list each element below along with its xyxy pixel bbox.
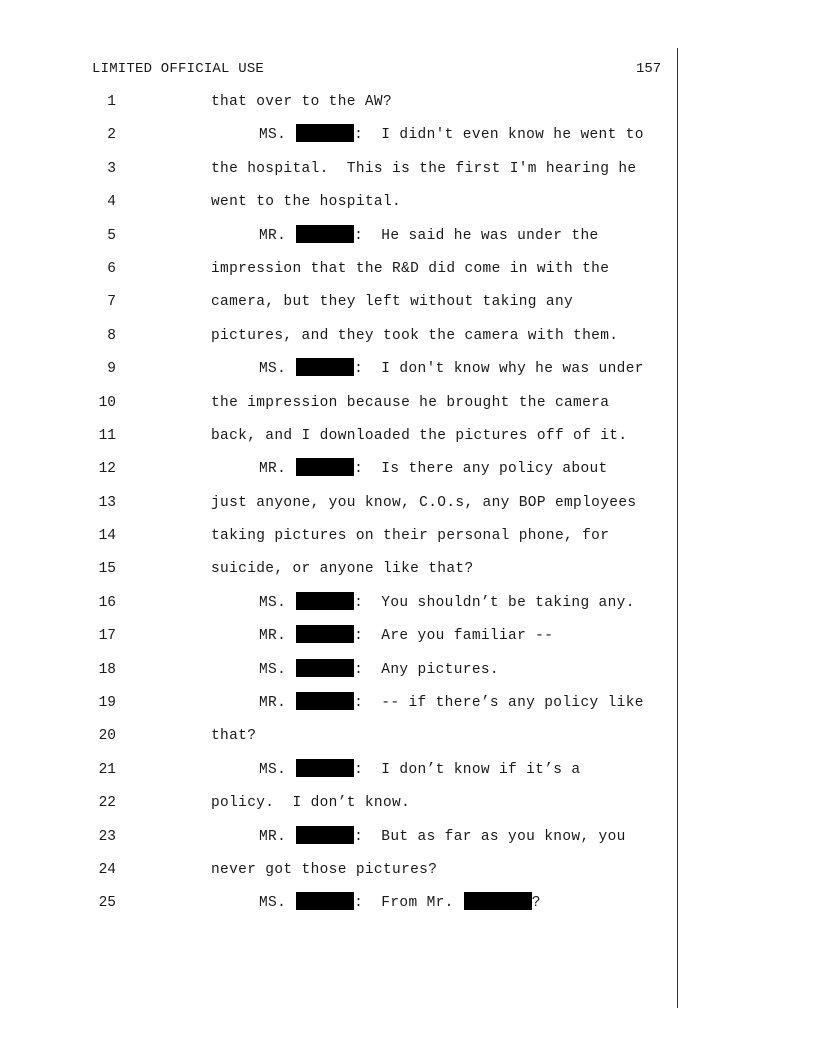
transcript-line [0, 453, 816, 486]
transcript-line [0, 654, 816, 687]
transcript-line [0, 387, 816, 420]
line-number: 5 [107, 227, 116, 244]
line-number: 14 [98, 528, 116, 545]
line-number: 11 [98, 427, 116, 444]
speaker-title: MR. [259, 695, 287, 712]
transcript-line [0, 553, 816, 586]
line-text: suicide, or anyone like that? [211, 561, 474, 578]
redaction-box [296, 826, 354, 844]
line-text: the impression because he brought the camera [211, 394, 610, 411]
line-number: 8 [107, 327, 116, 344]
transcript-line [0, 220, 816, 253]
line-text: MR. : -- if there’s any policy like [259, 687, 644, 720]
line-text: policy. I don’t know. [211, 795, 411, 812]
line-text: never got those pictures? [211, 861, 438, 878]
line-number: 25 [98, 895, 116, 912]
line-number: 12 [98, 461, 116, 478]
line-number: 24 [98, 861, 116, 878]
line-text: MS. : From Mr. ? [259, 887, 541, 920]
line-number: 18 [98, 661, 116, 678]
transcript-line [0, 253, 816, 286]
page-number: 157 [636, 61, 662, 77]
line-text: that? [211, 728, 257, 745]
transcript-line [0, 487, 816, 520]
transcript-line [0, 620, 816, 653]
transcript-line [0, 286, 816, 319]
line-text: pictures, and they took the camera with them. [211, 327, 619, 344]
line-number: 2 [107, 127, 116, 144]
transcript-line [0, 854, 816, 887]
line-number: 9 [107, 361, 116, 378]
line-text: impression that the R&D did come in with the [211, 260, 610, 277]
line-text: MS. : I don’t know if it’s a [259, 754, 580, 787]
line-text: MS. : Any pictures. [259, 654, 499, 687]
line-number: 22 [98, 795, 116, 812]
transcript-line [0, 787, 816, 820]
speaker-title: MS. [259, 127, 287, 144]
line-text: camera, but they left without taking any [211, 294, 574, 311]
line-text: MR. : He said he was under the [259, 220, 599, 253]
line-number: 19 [98, 695, 116, 712]
line-number: 3 [107, 160, 116, 177]
transcript-line [0, 420, 816, 453]
line-text: that over to the AW? [211, 94, 393, 110]
line-text: MR. : Are you familiar -- [259, 620, 553, 653]
line-text: MR. : But as far as you know, you [259, 821, 626, 854]
line-text: MS. : I don't know why he was under [259, 353, 644, 386]
line-number: 4 [107, 194, 116, 211]
line-number: 1 [107, 94, 116, 110]
transcript-line [0, 587, 816, 620]
line-number: 6 [107, 260, 116, 277]
transcript-line [0, 754, 816, 787]
transcript-line [0, 720, 816, 753]
line-text: the hospital. This is the first I'm hearing he [211, 160, 637, 177]
speaker-title: MR. [259, 628, 287, 645]
transcript-line [0, 687, 816, 720]
transcript-line [0, 887, 816, 920]
classification-header: LIMITED OFFICIAL USE [92, 61, 265, 77]
line-number: 7 [107, 294, 116, 311]
transcript-line [0, 186, 816, 219]
line-number: 23 [98, 828, 116, 845]
speaker-title: MR. [259, 227, 287, 244]
redaction-box [296, 892, 354, 910]
line-number: 10 [98, 394, 116, 411]
speaker-title: MR. [259, 828, 287, 845]
redaction-box [296, 225, 354, 243]
line-text: went to the hospital. [211, 194, 402, 211]
speaker-title: MS. [259, 895, 287, 912]
redaction-box [296, 358, 354, 376]
line-number: 20 [98, 728, 116, 745]
redaction-box [296, 659, 354, 677]
redaction-box [296, 592, 354, 610]
line-text: back, and I downloaded the pictures off of it. [211, 427, 628, 444]
line-text: MR. : Is there any policy about [259, 453, 608, 486]
transcript-line [0, 119, 816, 152]
redaction-box [296, 692, 354, 710]
line-number: 17 [98, 628, 116, 645]
redaction-box [296, 759, 354, 777]
line-text: MS. : I didn't even know he went to [259, 119, 644, 152]
line-number: 15 [98, 561, 116, 578]
redaction-box [296, 458, 354, 476]
speaker-title: MS. [259, 761, 287, 778]
transcript-line [0, 520, 816, 553]
speaker-title: MR. [259, 461, 287, 478]
line-text: taking pictures on their personal phone, for [211, 528, 610, 545]
transcript-line [0, 353, 816, 386]
transcript-line [0, 86, 816, 119]
line-number: 21 [98, 761, 116, 778]
transcript-lines [0, 86, 816, 921]
line-number: 16 [98, 594, 116, 611]
transcript-line [0, 153, 816, 186]
line-text: MS. : You shouldn’t be taking any. [259, 587, 635, 620]
speaker-title: MS. [259, 661, 287, 678]
redaction-box [296, 625, 354, 643]
redaction-box [464, 892, 532, 910]
speaker-title: MS. [259, 594, 287, 611]
transcript-line [0, 320, 816, 353]
line-text: just anyone, you know, C.O.s, any BOP employees [211, 494, 637, 511]
redaction-box [296, 124, 354, 142]
line-number: 13 [98, 494, 116, 511]
speaker-title: MS. [259, 361, 287, 378]
transcript-line [0, 821, 816, 854]
